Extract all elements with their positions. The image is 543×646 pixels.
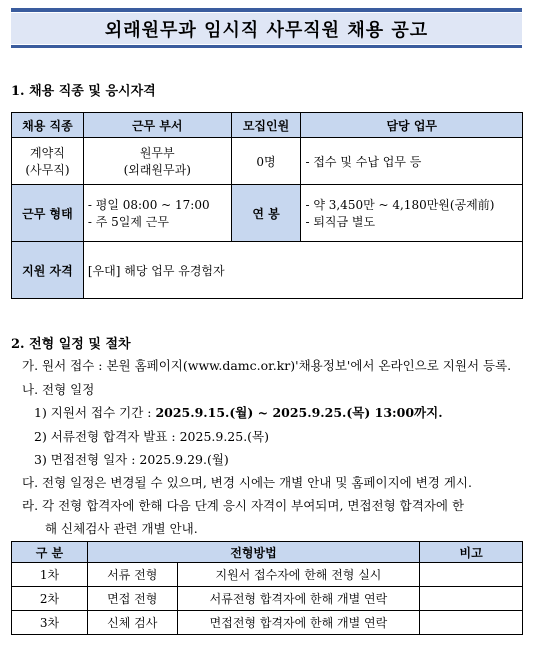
header-dept: 근무 부서: [83, 113, 231, 138]
type-cell: 신체 검사: [87, 611, 177, 635]
note-cell: [420, 611, 523, 635]
section2-heading: 2. 전형 일정 및 절차: [11, 337, 131, 352]
salary-line2: - 퇴직금 별도: [305, 215, 376, 229]
job-type-line2: (사무직): [25, 163, 70, 177]
header-job-type: 채용 직종: [12, 113, 84, 138]
step3-line: 3) 면접전형 일자 : 2025.9.29.(월): [34, 452, 229, 467]
desc-cell: 서류전형 합격자에 한해 개별 연락: [177, 587, 419, 611]
header-duty: 담당 업무: [301, 113, 523, 138]
step1-line: [34, 403, 443, 421]
header-method: 전형방법: [87, 542, 419, 563]
line-da: 다. 전형 일정은 변경될 수 있으며, 변경 시에는 개별 안내 및 홈페이지에 변경 게시.: [22, 475, 472, 490]
dept-line1: 원무부: [139, 146, 175, 160]
dept-cell: [83, 138, 231, 185]
stage-cell: 2차: [12, 587, 88, 611]
salary-line1: - 약 3,450만 ~ 4,180만원(공제前): [305, 198, 495, 212]
salary-label: 연 봉: [231, 185, 301, 242]
line-na: 나. 전형 일정: [22, 382, 95, 397]
note-cell: [420, 563, 523, 587]
salary-cell: [301, 185, 523, 242]
desc-cell: 지원서 접수자에 한해 전형 실시: [177, 563, 419, 587]
title-bottom-rule: [11, 45, 522, 48]
process-table: [11, 541, 523, 635]
title-banner: [11, 8, 522, 48]
desc-cell: 면접전형 합격자에 한해 개별 연락: [177, 611, 419, 635]
type-cell: 서류 전형: [87, 563, 177, 587]
step1-prefix: 1) 지원서 접수 기간 :: [34, 405, 156, 420]
header-note: 비고: [420, 542, 523, 563]
step2-line: 2) 서류전형 합격자 발표 : 2025.9.25.(목): [34, 429, 270, 444]
qual-cell: [우대] 해당 업무 유경험자: [83, 242, 522, 299]
duty-cell: - 접수 및 수납 업무 등: [301, 138, 523, 185]
section1-heading: 1. 채용 직종 및 응시자격: [11, 84, 156, 99]
work-line2: - 주 5일제 근무: [87, 215, 169, 229]
line-ga: 가. 원서 접수 : 본원 홈페이지(www.damc.or.kr)'채용정보'에서 온라인으로 지원서 등록.: [22, 358, 512, 373]
job-table: [11, 112, 523, 299]
count-cell: 0명: [231, 138, 301, 185]
dept-line2: (외래원무과): [123, 163, 191, 177]
work-line1: - 평일 08:00 ~ 17:00: [87, 198, 210, 212]
qual-label: 지원 자격: [12, 242, 84, 299]
header-stage: 구 분: [12, 542, 88, 563]
header-count: 모집인원: [231, 113, 301, 138]
work-cell: [83, 185, 231, 242]
title-top-rule: [11, 8, 522, 12]
type-cell: 면접 전형: [87, 587, 177, 611]
page-title: 외래원무과 임시직 사무직원 채용 공고: [11, 13, 522, 44]
line-ra-2: 해 신체검사 관련 개별 안내.: [45, 521, 198, 536]
table-row: [12, 611, 523, 635]
step1-dates: 2025.9.15.(월) ~ 2025.9.25.(목) 13:00까지.: [155, 405, 443, 420]
table-row: [12, 587, 523, 611]
line-ra-1: 라. 각 전형 합격자에 한해 다음 단계 응시 자격이 부여되며, 면접전형 합격자에 한: [22, 498, 465, 513]
note-cell: [420, 587, 523, 611]
stage-cell: 3차: [12, 611, 88, 635]
table-row: [12, 563, 523, 587]
work-label: 근무 형태: [12, 185, 84, 242]
job-type-line1: 계약직: [30, 146, 65, 160]
stage-cell: 1차: [12, 563, 88, 587]
job-type-cell: [12, 138, 84, 185]
